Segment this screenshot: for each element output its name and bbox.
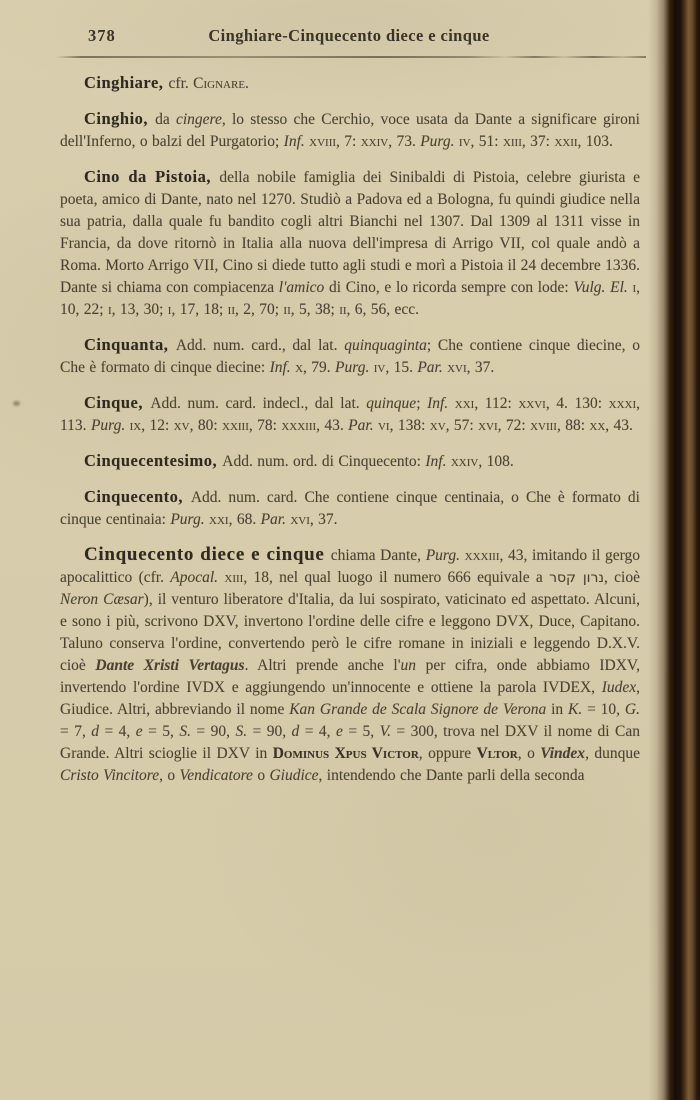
text-segment: , 80: bbox=[189, 417, 222, 434]
text-segment: = 4, bbox=[299, 723, 336, 740]
text-segment: iv bbox=[373, 359, 386, 376]
text-segment: ; bbox=[416, 395, 428, 412]
text-segment: , Giudice. Altri, abbreviando il nome bbox=[60, 679, 640, 718]
entries bbox=[60, 72, 640, 800]
text-segment: , 2, 70; bbox=[234, 301, 284, 318]
text-segment: , 79. bbox=[303, 359, 336, 376]
text-segment: xxxi bbox=[608, 395, 637, 412]
text-segment: Purg. bbox=[170, 511, 205, 528]
text-segment: , 15. bbox=[385, 359, 418, 376]
text-segment: xxiv bbox=[450, 453, 479, 470]
text-segment: , 18, nel qual luogo il numero 666 equivale a bbox=[243, 569, 550, 586]
text-segment: = 4, bbox=[99, 723, 136, 740]
text-segment: , 103. bbox=[577, 133, 613, 150]
text-segment: , 13, 30; bbox=[111, 301, 168, 318]
text-segment: , intendendo che Dante parli della seconda bbox=[318, 767, 585, 784]
text-segment: , 43, imitando il gergo apocalittico (cfr. bbox=[60, 547, 641, 586]
text-segment: Cinquecento diece e cinque bbox=[84, 544, 331, 565]
text-segment: , oppure bbox=[418, 745, 477, 762]
text-segment: cfr. bbox=[168, 75, 194, 92]
text-segment: Vindex bbox=[540, 745, 586, 762]
text-segment: xvi bbox=[478, 417, 498, 434]
text-segment: , 88: bbox=[556, 417, 590, 434]
text-segment: Par. bbox=[348, 417, 374, 434]
text-segment: , 72: bbox=[497, 417, 531, 434]
text-segment: Purg. bbox=[425, 547, 461, 564]
text-segment: quinque bbox=[366, 395, 417, 412]
text-segment: Purg. bbox=[420, 133, 455, 150]
text-segment: d bbox=[291, 723, 300, 740]
text-segment: da bbox=[155, 111, 176, 128]
text-segment: , 37. bbox=[309, 511, 338, 528]
text-segment: Purg. bbox=[335, 359, 370, 376]
text-segment: ii bbox=[339, 301, 347, 318]
text-segment: , 37. bbox=[466, 359, 495, 376]
text-segment: xxiv bbox=[360, 133, 389, 150]
text-segment: o bbox=[252, 767, 270, 784]
text-segment: Inf. bbox=[269, 359, 291, 376]
text-segment: Kan Grande de Scala Signore de Verona bbox=[289, 701, 547, 718]
text-segment: , 12: bbox=[141, 417, 174, 434]
ink-speck bbox=[13, 401, 20, 406]
text-segment: S. bbox=[179, 723, 191, 740]
text-segment: un bbox=[400, 657, 417, 674]
text-segment: Vulg. El. bbox=[573, 279, 628, 296]
text-segment: K. bbox=[568, 701, 583, 718]
text-segment: Inf. bbox=[283, 133, 305, 150]
text-segment: G. bbox=[624, 701, 640, 718]
text-segment: , 51: bbox=[470, 133, 503, 150]
text-segment: Giudice bbox=[269, 767, 319, 784]
text-segment: Apocal. bbox=[170, 569, 219, 586]
text-segment: S. bbox=[235, 723, 248, 740]
text-segment: Vltor bbox=[476, 745, 518, 762]
text-segment: Cristo Vincitore bbox=[60, 767, 160, 784]
entry-cinquecento bbox=[60, 486, 640, 531]
page-number: 378 bbox=[88, 26, 116, 45]
text-segment: ), il venturo liberatore d'Italia, da lui sospirato, vaticinato ed aspettato. Alcuni, e sono i più, scrivono DXV, invertono l'ordine delle cifre e leggono DVX, Duce, Capitano. Taluno conserva l'ordine, convertendo però le cifre romane in iniziali e leggendo D.X.V. cioè bbox=[60, 591, 641, 674]
text-segment: , o bbox=[159, 767, 180, 784]
entry-cinquecentesimo bbox=[60, 450, 640, 473]
text-segment: ii bbox=[283, 301, 291, 318]
text-segment: Par. bbox=[260, 511, 286, 528]
text-segment: per cifra, onde abbiamo IDXV, invertendo l'ordine IVDX e aggiungendo un'innocente e ottiene la parola IVDEX, bbox=[60, 657, 641, 696]
entry-cinghiare bbox=[60, 72, 640, 95]
text-segment: = 90, bbox=[247, 723, 292, 740]
text-segment: chiama Dante, bbox=[330, 547, 426, 564]
text-segment: , 17, 18; bbox=[171, 301, 228, 318]
text-segment: , 6, 56, ecc. bbox=[346, 301, 420, 318]
text-segment: = 5, bbox=[342, 723, 380, 740]
text-segment: d bbox=[91, 723, 100, 740]
text-segment: e bbox=[135, 723, 143, 740]
text-segment: xx bbox=[589, 417, 606, 434]
text-segment: Add. num. card., dal lat. bbox=[175, 337, 345, 354]
text-segment: i bbox=[107, 301, 112, 318]
text-segment: Cino da Pistoia, bbox=[84, 167, 220, 186]
text-segment: = 300, trova nel DXV il nome di Can Grande. Altri scioglie il DXV in bbox=[60, 723, 641, 762]
text-segment: vi bbox=[377, 417, 390, 434]
text-segment: , 112: bbox=[474, 395, 519, 412]
text-segment: Vendicatore bbox=[179, 767, 253, 784]
header-rule bbox=[58, 56, 646, 58]
text-segment: quinquaginta bbox=[344, 337, 427, 354]
text-segment: , 78: bbox=[248, 417, 282, 434]
text-segment: , cioè bbox=[604, 569, 640, 586]
text-segment: Add. num. card. indecl., dal lat. bbox=[150, 395, 367, 412]
text-segment: = 7, bbox=[60, 723, 92, 740]
text-segment: , 5, 38; bbox=[290, 301, 340, 318]
text-segment: Dominus Xpus Victor bbox=[272, 745, 419, 762]
text-segment: , 4. 130: bbox=[545, 395, 609, 412]
page-edge-shadow bbox=[648, 0, 700, 1100]
text-segment: xxxiii bbox=[464, 547, 500, 564]
text-segment: l'amico bbox=[278, 279, 325, 296]
text-segment: , 108. bbox=[478, 453, 514, 470]
text-segment: , 113. bbox=[60, 395, 640, 434]
text-segment: xxvi bbox=[518, 395, 546, 412]
text-segment: cingere bbox=[175, 111, 222, 128]
text-segment: , dunque bbox=[585, 745, 641, 762]
text-segment: Inf. bbox=[425, 453, 447, 470]
text-segment: , 37: bbox=[521, 133, 555, 150]
text-segment: x bbox=[295, 359, 304, 376]
text-segment: ii bbox=[227, 301, 235, 318]
text-segment: xviii bbox=[530, 417, 557, 434]
text-segment: , 73. bbox=[388, 133, 421, 150]
text-segment: Cignare bbox=[193, 75, 246, 92]
text-segment: Cinquecentesimo, bbox=[84, 451, 223, 470]
text-segment: . Altri prende anche l' bbox=[244, 657, 401, 674]
text-segment: Neron Cæsar bbox=[60, 591, 144, 608]
text-segment: , 138: bbox=[389, 417, 430, 434]
text-segment: Cinque, bbox=[84, 393, 151, 412]
text-segment: della nobile famiglia dei Sinibaldi di Pistoia, celebre giurista e poeta, amico di Dante, nato nel 1270. Studiò a Padova ed a Bologna, fu quindi giudice nella sua patria, dalla quale fu bandito cogli altri Bianchi nel 1307. Dal 1309 al 1311 visse in Francia, da dove ritornò in Italia alla nuova dell'impresa di Arrigo VII, col quale andò a Roma. Morto Arrigo VII, Cino si diede tutto agli studi e morì a Pistoia il 24 decembre 1336. Dante si chiama con compiacenza bbox=[60, 169, 640, 296]
page-header bbox=[60, 26, 638, 48]
text-segment: , 57: bbox=[445, 417, 479, 434]
text-segment: Inf. bbox=[427, 395, 449, 412]
text-segment: xvi bbox=[447, 359, 467, 376]
text-segment: e bbox=[336, 723, 343, 740]
text-segment: xiii bbox=[502, 133, 522, 150]
text-segment: xxi bbox=[454, 395, 475, 412]
text-segment: xiii bbox=[224, 569, 244, 586]
text-segment: Par. bbox=[417, 359, 443, 376]
text-segment: xxxiii bbox=[281, 417, 317, 434]
text-segment: in bbox=[546, 701, 568, 718]
text-segment: Dante Xristi Vertagus bbox=[95, 657, 245, 674]
text-segment: iv bbox=[458, 133, 471, 150]
text-segment: xxiii bbox=[222, 417, 249, 434]
text-segment: נרון קסר bbox=[549, 570, 604, 586]
running-title: Cinghiare-Cinquecento diece e cinque bbox=[208, 26, 490, 45]
text-segment: xxi bbox=[209, 511, 229, 528]
entry-cino-da-pistoia bbox=[60, 166, 640, 321]
text-segment: Add. num. ord. di Cinquecento: bbox=[222, 453, 426, 470]
text-segment: = 10, bbox=[582, 701, 625, 718]
text-segment: xviii bbox=[309, 133, 337, 150]
text-segment: = 5, bbox=[142, 723, 180, 740]
text-segment: Iudex bbox=[601, 679, 637, 696]
text-segment: , 43. bbox=[316, 417, 349, 434]
text-segment: . bbox=[245, 75, 249, 92]
text-segment: xv bbox=[173, 417, 190, 434]
text-segment: = 90, bbox=[190, 723, 236, 740]
text-segment: Cinquanta, bbox=[84, 335, 176, 354]
text-segment: , 68. bbox=[228, 511, 261, 528]
entry-cinque bbox=[60, 392, 640, 437]
text-segment: di Cino, e lo ricorda sempre con lode: bbox=[324, 279, 574, 296]
text-segment: , 43. bbox=[605, 417, 633, 434]
text-segment: , 10, 22; bbox=[60, 279, 640, 318]
text-segment: , lo stesso che Cerchio, voce usata da Dante a significare gironi dell'Inferno, o balzi del Purgatorio; bbox=[60, 111, 640, 150]
text-segment: Cinghiare, bbox=[84, 73, 169, 92]
text-segment: Add. num. card. Che contiene cinque centinaia, o Che è formato di cinque centinaia: bbox=[60, 489, 640, 528]
text-segment: i bbox=[632, 279, 637, 296]
entry-cinquanta bbox=[60, 334, 640, 379]
text-segment: i bbox=[167, 301, 172, 318]
text-segment: xv bbox=[429, 417, 446, 434]
text-segment: , 7: bbox=[336, 133, 361, 150]
text-segment: , o bbox=[517, 745, 541, 762]
text-segment: xxii bbox=[554, 133, 578, 150]
text-segment bbox=[448, 395, 455, 412]
entry-cinghio bbox=[60, 108, 640, 153]
text-segment: Cinquecento, bbox=[84, 487, 191, 506]
entry-cinquecento-diece-e-cinque bbox=[60, 544, 640, 787]
text-segment: Purg. bbox=[90, 417, 126, 434]
text-segment: Cinghio, bbox=[84, 109, 156, 128]
text-segment: ; Che contiene cinque diecine, o Che è formato di cinque diecine: bbox=[60, 337, 641, 376]
text-segment: xvi bbox=[290, 511, 310, 528]
text-segment: ix bbox=[129, 417, 142, 434]
text-segment: V. bbox=[379, 723, 391, 740]
